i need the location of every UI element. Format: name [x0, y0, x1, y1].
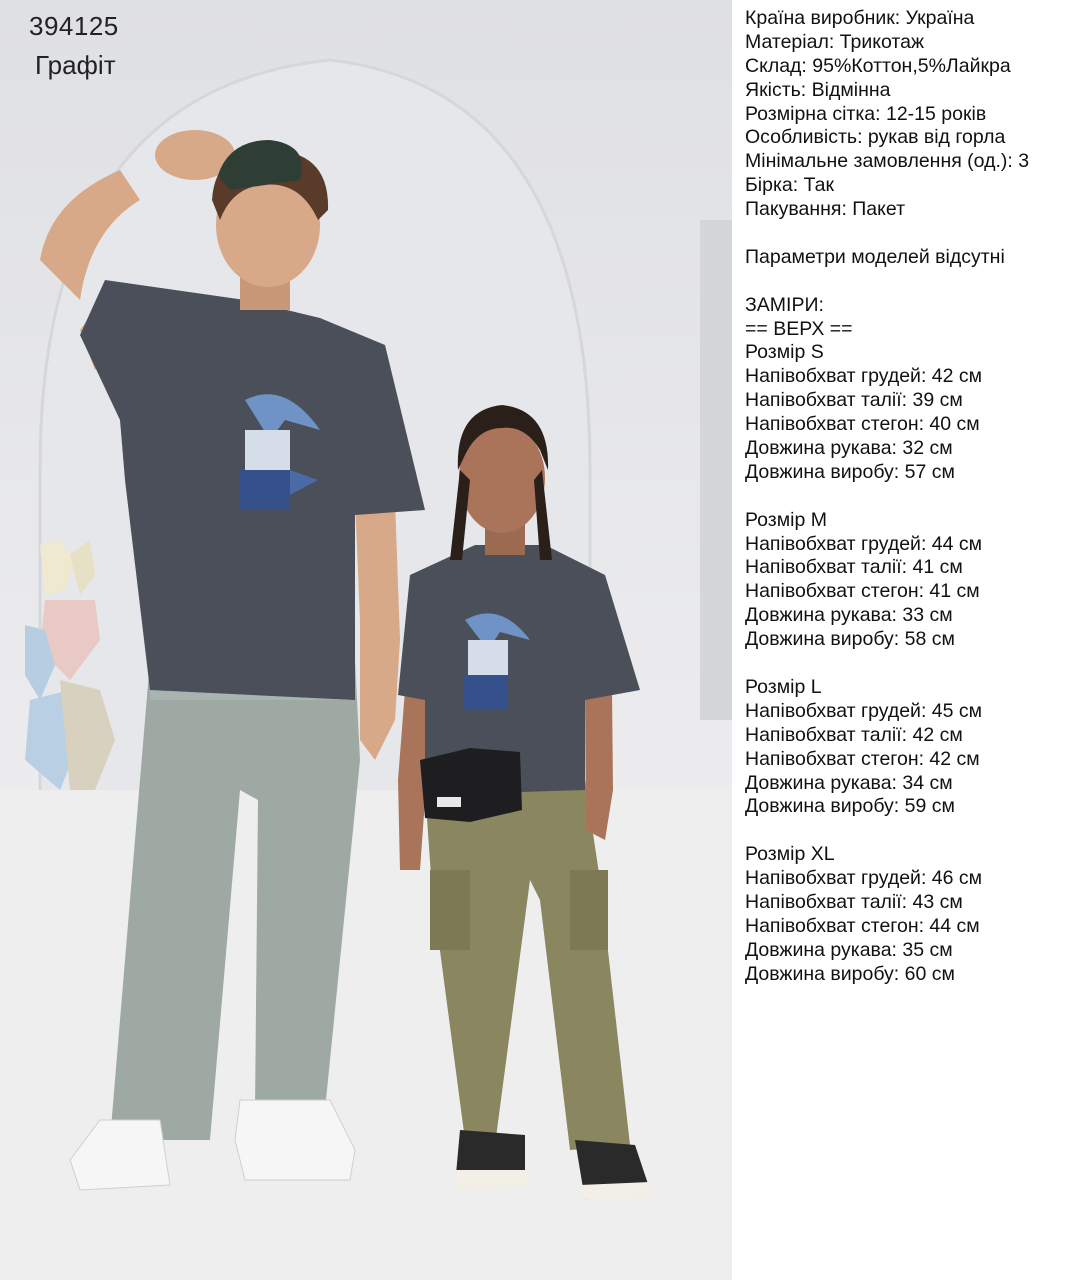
measurement-waist: Напівобхват талії: 43 см: [745, 890, 963, 913]
spec-size-range: Розмірна сітка: 12-15 років: [745, 102, 987, 125]
measurement-hips: Напівобхват стегон: 44 см: [745, 914, 980, 937]
measurement-chest: Напівобхват грудей: 46 см: [745, 867, 983, 890]
size-block-l: [745, 676, 1089, 819]
studio-floor: [0, 790, 732, 1280]
measurement-length: Довжина виробу: 58 см: [745, 628, 955, 651]
size-block-xl: [745, 843, 1089, 986]
measurement-chest: Напівобхват грудей: 42 см: [745, 365, 983, 388]
measurement-hips: Напівобхват стегон: 40 см: [745, 413, 980, 436]
size-block-s: [745, 341, 1089, 484]
measurement-chest: Напівобхват грудей: 44 см: [745, 532, 983, 555]
measurements-section: == ВЕРХ ==: [745, 317, 853, 340]
spec-quality: Якість: Відмінна: [745, 78, 891, 101]
spec-country: Країна виробник: Україна: [745, 7, 975, 29]
measurement-waist: Напівобхват талії: 39 см: [745, 389, 963, 412]
product-details-panel: [732, 0, 1091, 1280]
measurements-title: ЗАМІРИ:: [745, 293, 824, 316]
color-name: Графіт: [35, 50, 116, 80]
product-code: 394125: [29, 11, 119, 41]
spec-material: Матеріал: Трикотаж: [745, 30, 924, 53]
spec-tag: Бірка: Так: [745, 174, 835, 197]
spec-feature: Особливість: рукав від горла: [745, 126, 1006, 149]
product-details-text: [745, 7, 1089, 987]
measurement-hips: Напівобхват стегон: 41 см: [745, 580, 980, 603]
wall-panel: [700, 220, 732, 720]
measurement-waist: Напівобхват талії: 42 см: [745, 723, 963, 746]
measurement-length: Довжина виробу: 60 см: [745, 962, 955, 985]
measurement-waist: Напівобхват талії: 41 см: [745, 556, 963, 579]
measurement-sleeve: Довжина рукава: 33 см: [745, 604, 953, 627]
size-label: Розмір M: [745, 508, 827, 531]
size-block-m: [745, 509, 1089, 652]
measurement-sleeve: Довжина рукава: 32 см: [745, 437, 953, 460]
measurement-chest: Напівобхват грудей: 45 см: [745, 699, 983, 722]
measurement-sleeve: Довжина рукава: 34 см: [745, 771, 953, 794]
size-label: Розмір L: [745, 675, 822, 698]
size-label: Розмір S: [745, 341, 824, 364]
size-label: Розмір XL: [745, 843, 835, 866]
spec-composition: Склад: 95%Коттон,5%Лайкра: [745, 54, 1011, 77]
measurement-hips: Напівобхват стегон: 42 см: [745, 747, 980, 770]
spec-packaging: Пакування: Пакет: [745, 198, 906, 221]
spec-min-order: Мінімальне замовлення (од.): 3: [745, 150, 1030, 173]
models-note: Параметри моделей відсутні: [745, 245, 1005, 268]
measurement-length: Довжина виробу: 57 см: [745, 460, 955, 483]
measurement-length: Довжина виробу: 59 см: [745, 795, 955, 818]
measurement-sleeve: Довжина рукава: 35 см: [745, 938, 953, 961]
